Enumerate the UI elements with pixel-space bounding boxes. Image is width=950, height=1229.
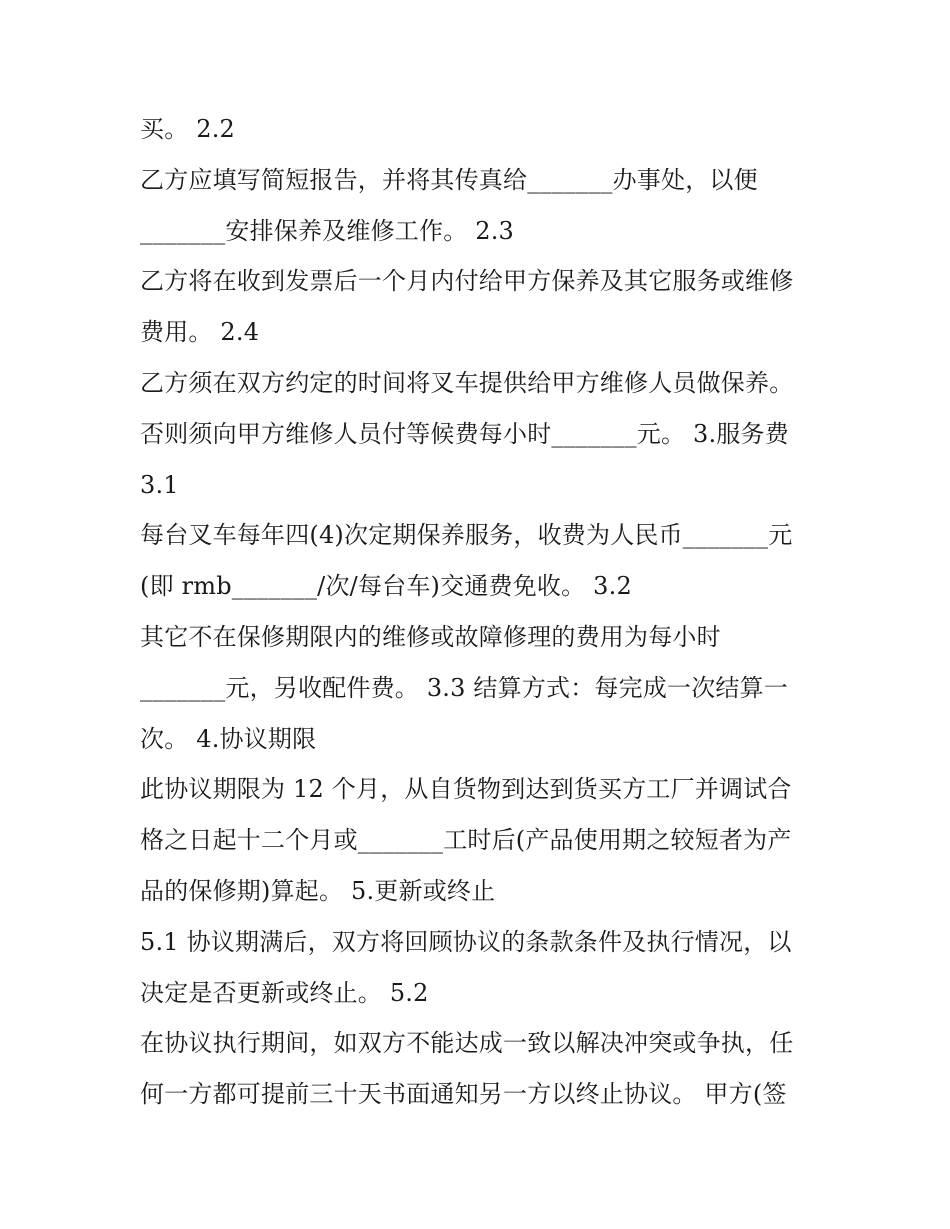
text-line: 乙方应填写简短报告，并将其传真给_______办事处，以便 <box>140 165 758 194</box>
document-body <box>140 104 820 1120</box>
text-line: 乙方须在双方约定的时间将叉车提供给甲方维修人员做保养。 <box>140 368 794 397</box>
text-line: 买。 2.2 <box>140 115 235 143</box>
text-line: 次。 4.协议期限 <box>140 724 317 753</box>
text-line: _______元，另收配件费。 3.3 结算方式：每完成一次结算一 <box>140 673 789 702</box>
text-line: 3.1 <box>140 470 179 499</box>
text-line: 决定是否更新或终止。 5.2 <box>140 978 429 1007</box>
text-line: 其它不在保修期限内的维修或故障修理的费用为每小时 <box>140 622 721 651</box>
text-line: 此协议期限为 12 个月，从自货物到达到货买方工厂并调试合 <box>140 775 792 804</box>
text-line: _______安排保养及维修工作。 2.3 <box>140 216 514 245</box>
text-line: 每台叉车每年四(4)次定期保养服务，收费为人民币_______元 <box>140 521 793 550</box>
text-line: 5.1 协议期满后，双方将回顾协议的条款条件及执行情况，以 <box>140 927 792 956</box>
text-line: 乙方将在收到发票后一个月内付给甲方保养及其它服务或维修 <box>140 267 794 296</box>
text-line: 在协议执行期间，如双方不能达成一致以解决冲突或争执，任 <box>140 1029 794 1058</box>
text-line: 品的保修期)算起。 5.更新或终止 <box>140 876 496 905</box>
text-line: 否则须向甲方维修人员付等候费每小时_______元。 3.服务费 <box>140 419 789 448</box>
text-line: 费用。 2.4 <box>140 318 260 347</box>
text-line: 格之日起十二个月或_______工时后(产品使用期之较短者为产 <box>140 826 792 855</box>
text-line: (即 rmb_______/次/每台车)交通费免收。 3.2 <box>140 572 632 601</box>
text-line: 何一方都可提前三十天书面通知另一方以终止协议。 甲方(签 <box>140 1080 787 1109</box>
